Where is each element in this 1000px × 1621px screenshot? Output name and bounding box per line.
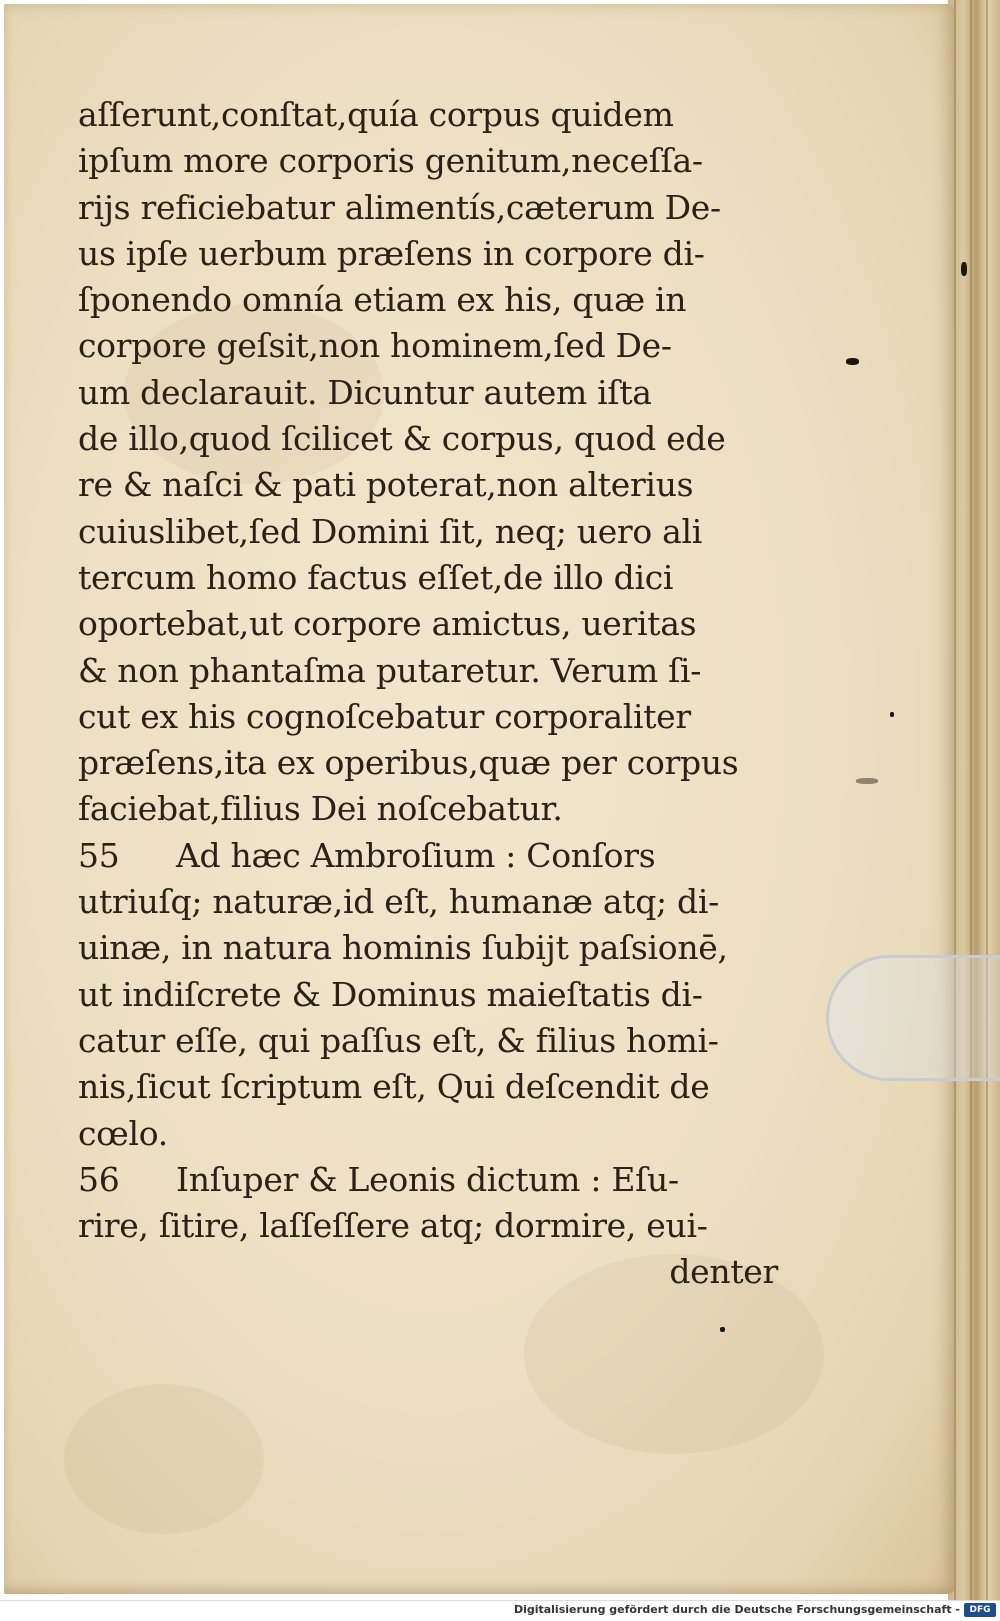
- text-line: [78, 231, 778, 277]
- verse-number: 55: [78, 835, 120, 875]
- edge-line: [986, 0, 988, 1600]
- text-line: [78, 92, 778, 138]
- line-text: uinæ, in natura hominis ſubijt paſsionē,: [78, 928, 728, 968]
- text-line: [78, 509, 778, 555]
- text-line: [78, 323, 778, 369]
- line-text: tercum homo factus eſſet,de illo dici: [78, 557, 674, 597]
- line-text: aſſerunt,conſtat,quía corpus quidem: [78, 95, 674, 134]
- line-text: faciebat,filius Dei noſcebatur.: [78, 789, 563, 829]
- text-line: [78, 1018, 778, 1064]
- line-text: um declarauit. Dicuntur autem iſta: [78, 372, 652, 412]
- text-line: [78, 833, 778, 879]
- paper-stain: [64, 1384, 264, 1534]
- page-clip: [826, 955, 1000, 1081]
- latin-text-block: [78, 92, 778, 1296]
- book-edge: [948, 0, 1000, 1600]
- text-line: [78, 972, 778, 1018]
- ink-mark: [720, 1327, 725, 1332]
- line-text: re & naſci & pati poterat,non alterius: [78, 465, 694, 505]
- line-text: & non phantaſma putaretur. Verum ſi-: [78, 650, 702, 690]
- line-text: rire, ſitire, laſſeſſere atq; dormire, eui-: [78, 1206, 708, 1246]
- text-line: [78, 138, 778, 184]
- line-text: ut indiſcrete & Dominus maieſtatis di-: [78, 974, 703, 1014]
- line-text: rijs reficiebatur alimentís,cæterum De-: [78, 187, 721, 227]
- line-text: præſens,ita ex operibus,quæ per corpus: [78, 743, 739, 783]
- text-line: [78, 416, 778, 462]
- text-line: [78, 370, 778, 416]
- text-line: [78, 1111, 778, 1157]
- text-line: [78, 1064, 778, 1110]
- line-text: cœlo.: [78, 1113, 168, 1153]
- line-text: nis,ſicut ſcriptum eſt, Qui deſcendit de: [78, 1067, 710, 1107]
- catchword: denter: [669, 1252, 778, 1292]
- ink-mark: [890, 712, 894, 717]
- line-text: Inſuper & Leonis dictum : Eſu-: [176, 1159, 679, 1199]
- text-line: [78, 925, 778, 971]
- text-line: [78, 648, 778, 694]
- text-line: [78, 1203, 778, 1249]
- text-line: [78, 740, 778, 786]
- text-line: [78, 879, 778, 925]
- line-text: de illo,quod ſcilicet & corpus, quod ede: [78, 419, 726, 459]
- ink-smudge: [856, 778, 878, 784]
- text-line: [78, 786, 778, 832]
- line-text: cut ex his cognoſcebatur corporaliter: [78, 696, 691, 736]
- verse-number: 56: [78, 1159, 120, 1199]
- text-line: [78, 185, 778, 231]
- ink-mark: [846, 358, 859, 365]
- footer-credit: Digitalisierung gefördert durch die Deutsche Forschungsgemeinschaft -: [513, 1603, 960, 1616]
- line-text: corpore geſsit,non hominem,ſed De-: [78, 326, 672, 366]
- text-line: [78, 694, 778, 740]
- line-text: ipſum more corporis genitum,neceſſa-: [78, 141, 703, 181]
- text-line: [78, 1157, 778, 1203]
- line-text: ſponendo omnía etiam ex his, quæ in: [78, 280, 687, 320]
- line-text: us ipſe uerbum præſens in corpore di-: [78, 233, 705, 273]
- edge-line: [970, 0, 972, 1600]
- text-line: [78, 462, 778, 508]
- dfg-logo: DFG: [964, 1603, 996, 1617]
- line-text: catur eſſe, qui paſſus eſt, & filius homi-: [78, 1020, 719, 1060]
- line-text: Ad hæc Ambroſium : Conſors: [176, 835, 656, 875]
- line-text: utriuſq; naturæ,id eſt, humanæ atq; di-: [78, 882, 719, 922]
- line-text: oportebat,ut corpore amictus, ueritas: [78, 604, 697, 644]
- line-text: cuiuslibet,ſed Domini ſit, neq; uero ali: [78, 511, 703, 551]
- text-line: [78, 555, 778, 601]
- ink-mark: [961, 262, 967, 276]
- edge-line: [954, 0, 956, 1600]
- text-line: [78, 277, 778, 323]
- text-line: [78, 601, 778, 647]
